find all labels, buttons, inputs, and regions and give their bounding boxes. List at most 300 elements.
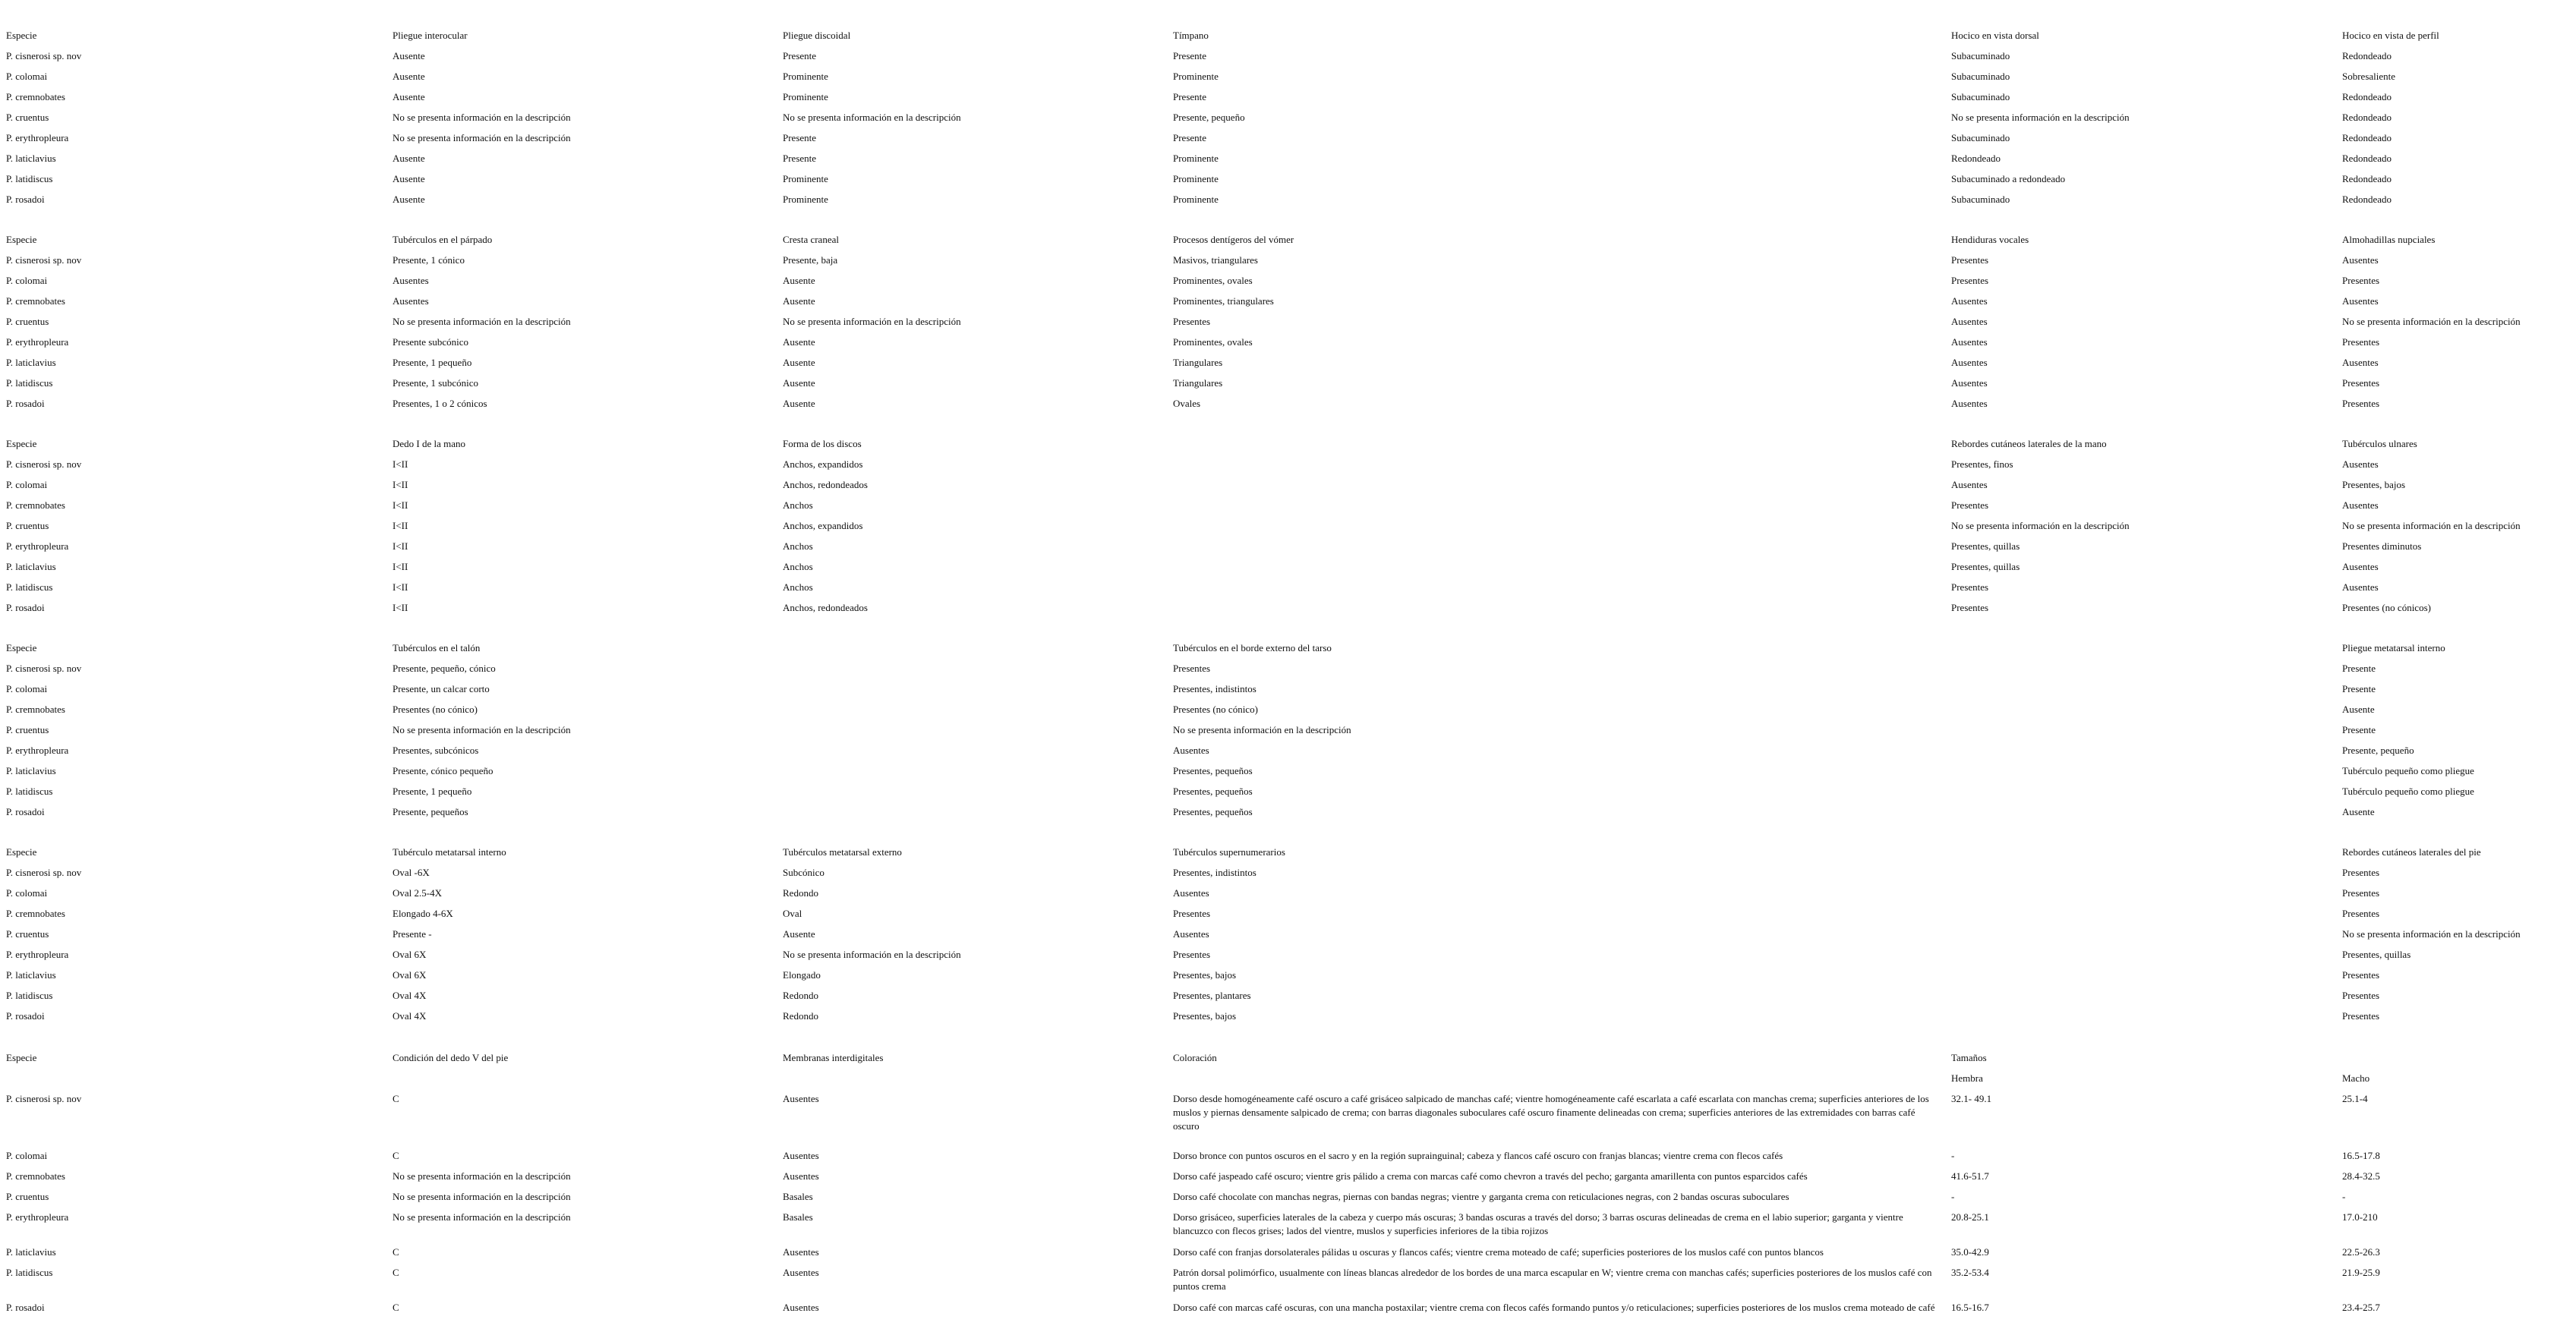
table-cell: Presentes [1951,254,1989,266]
table-row [0,556,2576,577]
table-cell: Presentes [2342,969,2380,981]
table-cell: Ausentes [1173,887,1209,899]
species-name: P. cremnobates [6,1170,65,1182]
table-cell: Ausentes [1951,357,1988,368]
table-row [0,87,2576,107]
table-row [0,46,2576,66]
table-cell: 23.4-25.7 [2342,1302,2380,1313]
table-row [0,1088,2576,1145]
column-header: Tubérculos ulnares [2342,438,2417,449]
table-cell: Anchos, expandidos [783,520,863,531]
table-cell: Ausentes [1951,479,1988,490]
table-cell: Presentes, subcónicos [393,745,479,756]
table-cell: Presentes (no cónico) [1173,704,1258,715]
table-cell: Dorso café chocolate con manchas negras, piernas con bandas negras; vientre y garganta crema con reticulaciones negras, con 2 bandas oscuras suboculares [1173,1191,1789,1202]
table-cell: Presentes, plantares [1173,990,1251,1001]
table-cell: Ausente [783,398,815,409]
column-header: Tubérculo metatarsal interno [393,846,506,858]
table-cell: - [2342,1191,2346,1202]
table-cell: No se presenta información en la descripción [2342,316,2521,327]
table-cell: Ausentes [2342,357,2379,368]
table-cell: Redondo [783,887,818,899]
table-cell: Ausentes [2342,254,2379,266]
table-cell: No se presenta información en la descripción [783,316,961,327]
table-row [0,1166,2576,1186]
table-cell: No se presenta información en la descripción [393,724,571,735]
table-cell: Prominente [1173,153,1219,164]
table-cell: Elongado 4-6X [393,908,453,919]
table-cell: Presentes [2342,336,2380,348]
table-cell: Basales [783,1211,813,1223]
table-cell: Presentes [1951,275,1989,286]
table-cell: Ausentes [1173,745,1209,756]
column-header: Tubérculos en el borde externo del tarso [1173,642,1332,653]
table-cell: C [393,1246,399,1258]
table-cell: Ausente [393,71,425,82]
table-cell: Ausentes [783,1093,819,1104]
table-cell: Prominentes, ovales [1173,275,1253,286]
table-cell: Presente, pequeños [393,806,468,817]
table-row [0,1207,2576,1242]
table-cell: C [393,1267,399,1278]
table-row [0,250,2576,270]
table-header-row [0,638,2576,658]
table-cell: Ausentes [2342,458,2379,470]
table-row [0,168,2576,189]
species-name: P. colomai [6,1150,48,1161]
table-cell: Redondeado [2342,50,2392,61]
table-row [0,740,2576,760]
table-cell: Anchos [783,540,813,552]
table-cell: 41.6-51.7 [1951,1170,1989,1182]
species-name: P. cremnobates [6,908,65,919]
table-cell: Ausentes [1951,295,1988,307]
table-cell: Presentes, pequeños [1173,806,1253,817]
table-cell: Presentes, quillas [1951,561,2020,572]
species-name: P. laticlavius [6,765,56,776]
table-row [0,658,2576,679]
table-row [0,66,2576,87]
table-row [0,862,2576,883]
table-cell: No se presenta información en la descripción [783,949,961,960]
table-cell: Ausente [393,91,425,102]
table-cell: Presentes [2342,990,2380,1001]
table-row [0,1145,2576,1166]
table-cell: Presentes [1173,663,1211,674]
table-cell: Ausentes [783,1267,819,1278]
table-cell: Prominente [1173,194,1219,205]
table-cell: Presentes [2342,377,2380,389]
species-name: P. cruentus [6,112,49,123]
table-row [0,801,2576,822]
table-cell: Oval 4X [393,1010,427,1022]
column-header: Dedo I de la mano [393,438,466,449]
column-header: Tubérculos en el talón [393,642,481,653]
column-header: Coloración [1173,1052,1217,1063]
table-cell: Ausentes [1951,336,1988,348]
table-cell: Presentes [1951,581,1989,593]
column-header: Membranas interdigitales [783,1052,884,1063]
table-cell: Presentes [1173,316,1211,327]
column-header: Especie [6,438,37,449]
species-name: P. rosadoi [6,602,45,613]
species-name: P. latidiscus [6,786,53,797]
table-cell: Prominente [1173,71,1219,82]
table-row [0,189,2576,209]
species-name: P. cisnerosi sp. nov [6,254,82,266]
table-cell: Ausentes [393,275,429,286]
table-cell: Presentes [1951,499,1989,511]
table-row [0,1297,2576,1332]
table-subheader-row [0,1068,2576,1088]
table-cell: Presentes, bajos [1173,969,1237,981]
species-name: P. cisnerosi sp. nov [6,458,82,470]
table-row [0,760,2576,781]
species-name: P. erythropleura [6,745,69,756]
table-cell: Oval 6X [393,949,427,960]
species-name: P. erythropleura [6,132,69,143]
table-cell: Ausente [393,194,425,205]
table-cell: 16.5-17.8 [2342,1150,2380,1161]
table-cell: Presentes (no cónicos) [2342,602,2431,613]
column-header: Hembra [1951,1072,1983,1084]
comparison-table-1 [0,25,2576,209]
table-cell: Presentes diminutos [2342,540,2422,552]
table-cell: Anchos, redondeados [783,602,868,613]
table-cell: Presente, 1 cónico [393,254,465,266]
species-name: P. rosadoi [6,806,45,817]
table-cell: I<II [393,602,408,613]
table-cell: Anchos, redondeados [783,479,868,490]
column-header: Hocico en vista dorsal [1951,30,2039,41]
table-row [0,903,2576,924]
table-cell: Presente [2342,663,2376,674]
table-cell: Ausente [783,336,815,348]
table-cell: Presente, 1 subcónico [393,377,479,389]
table-header-row [0,1047,2576,1068]
table-cell: Ausentes [2342,295,2379,307]
species-name: P. colomai [6,683,48,694]
table-cell: No se presenta información en la descripción [1951,520,2130,531]
table-cell: Prominentes, ovales [1173,336,1253,348]
column-header: Macho [2342,1072,2370,1084]
species-name: P. cisnerosi sp. nov [6,663,82,674]
species-name: P. rosadoi [6,1010,45,1022]
table-cell: Dorso desde homogéneamente café oscuro a café grisáceo salpicado de manchas café; vientre homogéneamente café escarlata a café escarlata con manchas crema; superficies anteriores de los muslos y piernas densamente salpicado de crema; con barras diagonales suboculares café oscuro finamente delineadas con crema; superficies anteriores de las extremidades con barras café oscuro [1173,1093,1929,1132]
table-cell: Presentes, quillas [1951,540,2020,552]
column-header: Especie [6,234,37,245]
table-cell: Prominente [1173,173,1219,184]
table-cell: C [393,1150,399,1161]
table-cell: No se presenta información en la descripción [1951,112,2130,123]
table-row [0,332,2576,352]
table-cell: Ausentes [1951,316,1988,327]
table-cell: Presente [1173,91,1207,102]
table-cell: I<II [393,581,408,593]
table-cell: Anchos [783,499,813,511]
species-name: P. erythropleura [6,336,69,348]
table-row [0,699,2576,720]
species-name: P. latidiscus [6,1267,53,1278]
species-name: P. colomai [6,887,48,899]
table-row [0,107,2576,128]
table-cell: Presente, 1 pequeño [393,786,472,797]
table-cell: Presentes [2342,1010,2380,1022]
table-cell: No se presenta información en la descripción [393,1191,571,1202]
table-cell: No se presenta información en la descripción [1173,724,1351,735]
table-row [0,1242,2576,1262]
column-header: Tubérculos supernumerarios [1173,846,1285,858]
table-cell: Ausentes [783,1302,819,1313]
species-name: P. laticlavius [6,153,56,164]
table-row [0,965,2576,985]
table-cell: Presentes [2342,275,2380,286]
table-cell: Ausentes [2342,499,2379,511]
table-cell: Redondeado [2342,132,2392,143]
table-row [0,352,2576,373]
species-name: P. erythropleura [6,540,69,552]
table-cell: Elongado [783,969,821,981]
species-name: P. rosadoi [6,194,45,205]
table-cell: Ausentes [783,1150,819,1161]
species-name: P. latidiscus [6,377,53,389]
comparison-table-5 [0,842,2576,1026]
table-row [0,148,2576,168]
table-cell: Ausentes [2342,561,2379,572]
table-row [0,720,2576,740]
species-name: P. laticlavius [6,969,56,981]
table-cell: 22.5-26.3 [2342,1246,2380,1258]
table-row [0,944,2576,965]
table-cell: Presentes, pequeños [1173,786,1253,797]
table-cell: I<II [393,458,408,470]
table-cell: I<II [393,479,408,490]
table-cell: Presente [783,153,817,164]
table-cell: Ausente [393,173,425,184]
table-cell: Prominente [783,194,828,205]
column-header: Almohadillas nupciales [2342,234,2436,245]
table-cell: Ausente [783,357,815,368]
table-cell: Tubérculo pequeño como pliegue [2342,786,2474,797]
coloration-size-table [0,1047,2576,1332]
table-cell: Redondeado [1951,153,2001,164]
table-cell: Presente, baja [783,254,838,266]
table-cell: Presentes [2342,908,2380,919]
table-cell: Redondeado [2342,91,2392,102]
table-cell: No se presenta información en la descripción [2342,928,2521,940]
table-cell: Oval [783,908,802,919]
table-cell: Ausentes [393,295,429,307]
table-cell: Sobresaliente [2342,71,2396,82]
table-cell: No se presenta información en la descripción [393,132,571,143]
table-cell: Presentes, indistintos [1173,683,1256,694]
table-cell: Presente [2342,683,2376,694]
table-row [0,883,2576,903]
table-cell: Masivos, triangulares [1173,254,1258,266]
table-cell: Presentes, 1 o 2 cónicos [393,398,487,409]
table-cell: - [1951,1191,1955,1202]
table-cell: Presentes [1173,949,1211,960]
table-cell: Redondo [783,990,818,1001]
table-cell: Redondeado [2342,173,2392,184]
table-cell: Presente [1173,132,1207,143]
table-cell: Oval 2.5-4X [393,887,442,899]
column-header: Condición del dedo V del pie [393,1052,509,1063]
table-row [0,515,2576,536]
column-header: Forma de los discos [783,438,862,449]
column-header: Especie [6,642,37,653]
table-cell: I<II [393,561,408,572]
table-cell: Presentes, bajos [1173,1010,1237,1022]
column-header: Pliegue discoidal [783,30,851,41]
column-header: Rebordes cutáneos laterales de la mano [1951,438,2107,449]
column-header: Especie [6,30,37,41]
table-cell: 35.0-42.9 [1951,1246,1989,1258]
table-header-row [0,433,2576,454]
table-cell: Triangulares [1173,377,1223,389]
species-name: P. laticlavius [6,357,56,368]
column-header: Especie [6,1052,37,1063]
table-cell: Presentes [1951,602,1989,613]
table-row [0,373,2576,393]
table-header-row [0,25,2576,46]
table-cell: Presente [783,50,817,61]
table-cell: Dorso café con franjas dorsolaterales pálidas u oscuras y flancos cafés; vientre crema moteado de café; superficies posteriores de los muslos café con puntos blancos [1173,1246,1824,1258]
table-cell: Ausente [783,275,815,286]
table-cell: Ausentes [1951,377,1988,389]
table-cell: Dorso bronce con puntos oscuros en el sacro y en la región suprainguinal; cabeza y flancos café oscuro con franjas blancas; vientre crema con flecos cafés [1173,1150,1783,1161]
table-cell: C [393,1302,399,1313]
table-cell: No se presenta información en la descripción [2342,520,2521,531]
species-name: P. latidiscus [6,173,53,184]
table-cell: Presentes [2342,398,2380,409]
table-row [0,454,2576,474]
species-name: P. erythropleura [6,949,69,960]
table-cell: Ausente [783,928,815,940]
species-name: P. colomai [6,71,48,82]
table-cell: Subcónico [783,867,825,878]
table-cell: Dorso café jaspeado café oscuro; vientre gris pálido a crema con marcas café como chevron a través del pecho; garganta amarillenta con puntos esparcidos cafés [1173,1170,1808,1182]
species-name: P. cisnerosi sp. nov [6,1093,82,1104]
table-row [0,270,2576,291]
species-name: P. laticlavius [6,1246,56,1258]
column-header: Tamaños [1951,1052,1987,1063]
comparison-table-4 [0,638,2576,822]
table-cell: Presentes (no cónico) [393,704,478,715]
table-cell: Ausentes [783,1246,819,1258]
table-cell: Oval -6X [393,867,430,878]
table-cell: Subacuminado a redondeado [1951,173,2066,184]
table-cell: Presente - [393,928,432,940]
table-cell: Redondeado [2342,153,2392,164]
column-header: Rebordes cutáneos laterales del pie [2342,846,2481,858]
table-cell: Presente, pequeño, cónico [393,663,496,674]
comparison-table-3 [0,433,2576,618]
species-name: P. erythropleura [6,1211,69,1223]
table-row [0,1006,2576,1026]
table-cell: Presentes, bajos [2342,479,2406,490]
table-cell: No se presenta información en la descripción [783,112,961,123]
species-name: P. cruentus [6,928,49,940]
table-cell: Dorso grisáceo, superficies laterales de la cabeza y cuerpo más oscuras; 3 bandas oscuras a través del dorso; 3 barras oscuras delineadas de crema en el labio superior; garganta y vientre blancuzco con flecos grises; lados del vientre, muslos y superficies inferiores de la tibia rojizos [1173,1211,1903,1236]
column-header: Tubérculos metatarsal externo [783,846,902,858]
column-header: Procesos dentígeros del vómer [1173,234,1294,245]
table-cell: Presente [2342,724,2376,735]
table-cell: Ausente [2342,704,2375,715]
table-cell: Presente subcónico [393,336,469,348]
table-cell: Ausente [783,377,815,389]
table-cell: 25.1-4 [2342,1093,2368,1104]
table-cell: Ausente [2342,806,2375,817]
species-name: P. latidiscus [6,990,53,1001]
table-cell: Presente, un calcar corto [393,683,490,694]
species-name: P. cruentus [6,724,49,735]
table-cell: Redondo [783,1010,818,1022]
species-name: P. rosadoi [6,398,45,409]
column-header: Tubérculos en el párpado [393,234,493,245]
table-cell: Presente [783,132,817,143]
table-row [0,128,2576,148]
table-cell: Anchos, expandidos [783,458,863,470]
table-cell: 21.9-25.9 [2342,1267,2380,1278]
table-row [0,577,2576,597]
table-cell: No se presenta información en la descripción [393,316,571,327]
table-row [0,679,2576,699]
table-cell: No se presenta información en la descripción [393,1211,571,1223]
table-cell: Subacuminado [1951,91,2010,102]
table-cell: Subacuminado [1951,132,2010,143]
species-name: P. cremnobates [6,499,65,511]
table-row [0,985,2576,1006]
column-header: Hocico en vista de perfil [2342,30,2439,41]
table-cell: Subacuminado [1951,50,2010,61]
table-cell: Presente, pequeño [1173,112,1245,123]
column-header: Pliegue interocular [393,30,468,41]
table-row [0,1262,2576,1297]
table-cell: Presentes [1173,908,1211,919]
table-cell: Triangulares [1173,357,1223,368]
table-header-row [0,229,2576,250]
table-cell: Ausentes [783,1170,819,1182]
table-cell: 16.5-16.7 [1951,1302,1989,1313]
table-cell: Ausente [393,153,425,164]
table-header-row [0,842,2576,862]
table-cell: Presente [1173,50,1207,61]
species-name: P. cremnobates [6,91,65,102]
species-name: P. colomai [6,479,48,490]
table-cell: C [393,1093,399,1104]
column-header: Pliegue metatarsal interno [2342,642,2445,653]
table-cell: Subacuminado [1951,194,2010,205]
table-cell: Presentes, pequeños [1173,765,1253,776]
table-cell: Ausentes [1173,928,1209,940]
species-name: P. cremnobates [6,295,65,307]
table-row [0,474,2576,495]
table-cell: Anchos [783,581,813,593]
table-cell: Presentes, indistintos [1173,867,1256,878]
table-cell: Ovales [1173,398,1201,409]
column-header: Especie [6,846,37,858]
table-cell: Tubérculo pequeño como pliegue [2342,765,2474,776]
table-row [0,393,2576,414]
table-cell: Presentes [2342,887,2380,899]
table-cell: Dorso café con marcas café oscuras, con una mancha postaxilar; vientre crema con flecos cafés formando puntos y/o reticulaciones; superficies posteriores de los muslos crema moteado de café [1173,1302,1935,1313]
column-header: Tímpano [1173,30,1209,41]
table-cell: 35.2-53.4 [1951,1267,1989,1278]
table-cell: Prominente [783,91,828,102]
column-header: Hendiduras vocales [1951,234,2029,245]
table-cell: I<II [393,540,408,552]
